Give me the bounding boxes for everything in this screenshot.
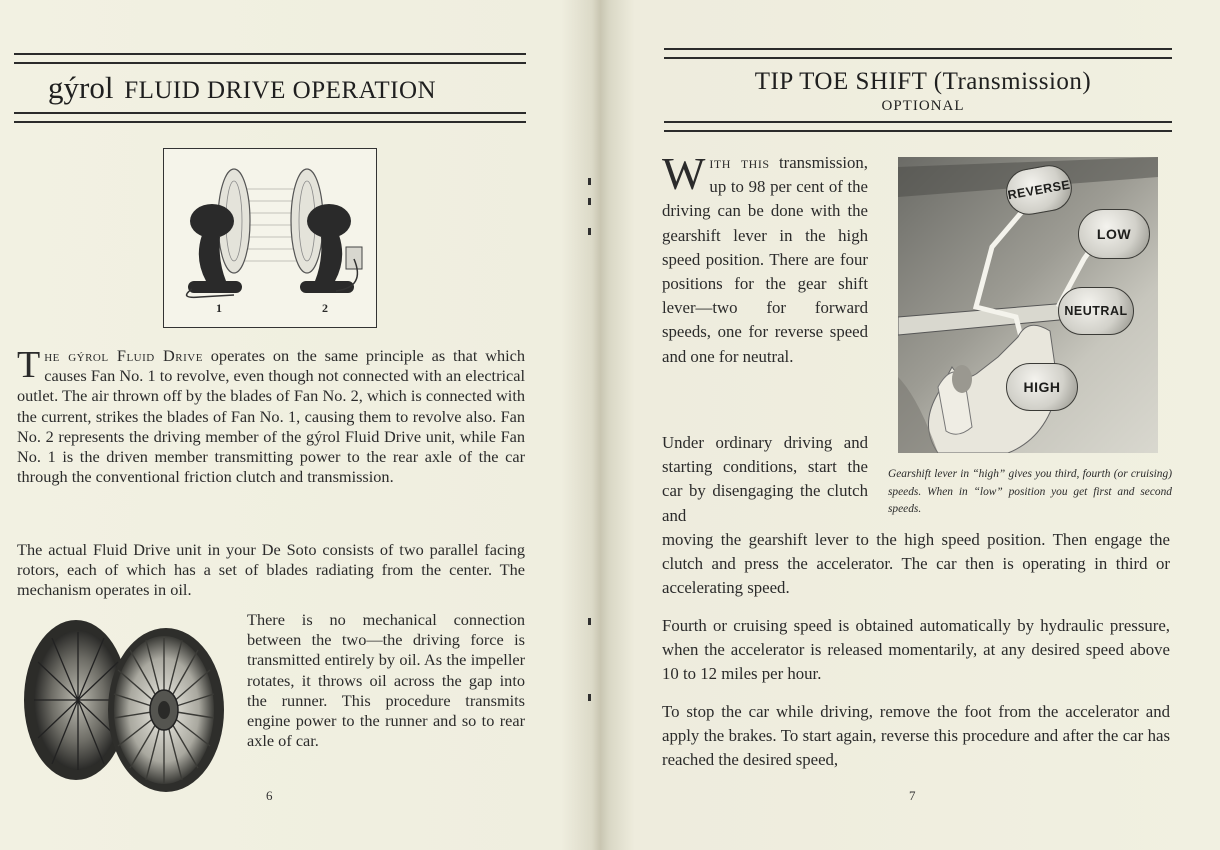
- header-rule-bottom: [14, 112, 526, 123]
- paragraph-starting-wide: moving the gearshift lever to the high speed position. Then engage the clutch and press the accelerator. The car then is operating in third or accelerating speed.: [662, 530, 1170, 598]
- gearshift-photo: [898, 157, 1158, 453]
- page-subtitle: OPTIONAL: [881, 98, 965, 114]
- brand-name: gýrol: [48, 70, 114, 105]
- paragraph-intro: [662, 148, 869, 369]
- paragraph-stopping: To stop the car while driving, remove the foot from the accelerator and apply the brakes. To start again, reverse this procedure and after the car has reached the desired speed,: [662, 702, 1170, 770]
- paragraph-unit: The actual Fluid Drive unit in your De Soto consists of two parallel facing rotors, each of which has a set of blades radiating from the center. The mechanism operates in oil.: [17, 540, 525, 600]
- drop-cap: T: [17, 344, 41, 386]
- lead-in: ith this: [709, 153, 770, 172]
- paragraph-starting-narrow: Under ordinary driving and starting conditions, start the car by disengaging the clutch and: [662, 433, 868, 525]
- header-rule-bottom: [664, 121, 1172, 132]
- header-rule-top: [664, 48, 1172, 59]
- drop-cap: W: [662, 148, 706, 199]
- high-knob: HIGH: [1006, 363, 1078, 411]
- paragraph-cruising: Fourth or cruising speed is obtained automatically by hydraulic pressure, when the accelerator is released momentarily, at any desired speed above 10 to 12 miles per hour.: [662, 616, 1170, 684]
- header-rule-top: [14, 53, 526, 64]
- rotors-illustration: [14, 614, 236, 796]
- paragraph-connection: There is no mechanical connection between the two—the driving force is transmitted entirely by oil. As the impeller rotates, it throws oil across the gap into the runner. This procedure transmits engine power to the runner and so to rear axle of car.: [247, 610, 525, 751]
- title-text: FLUID DRIVE OPERATION: [124, 77, 437, 104]
- fan-label-2: 2: [322, 301, 328, 315]
- fan-illustration: [163, 148, 377, 328]
- reverse-knob: REVERSE: [1003, 162, 1076, 219]
- neutral-knob: NEUTRAL: [1058, 287, 1134, 335]
- photo-caption: Gearshift lever in “high” gives you third, fourth (or cruising) speeds. When in “low” position you get first and second speeds.: [888, 468, 1172, 515]
- page-title: TIP TOE SHIFT (Transmission): [754, 68, 1092, 95]
- fan-label-1: 1: [216, 301, 222, 315]
- lead-in: he gýrol Fluid Drive: [44, 346, 203, 365]
- low-knob: LOW: [1078, 209, 1150, 259]
- page-title: [48, 70, 436, 106]
- paragraph-text: operates on the same principle as that which causes Fan No. 1 to revolve, even though not connected with an electrical outlet. The air thrown off by the blades of Fan No. 2, which is connected with the current, strikes the blades of Fan No. 1, causing them to revolve also. Fan No. 2 represents the driving member of the gýrol Fluid Drive unit, while Fan No. 1 is the driven member transmitting power to the rear axle of the car through the conventional friction clutch and transmission.: [17, 346, 525, 487]
- page-number: 7: [909, 788, 916, 803]
- left-page: [0, 0, 590, 850]
- page-number: 6: [266, 788, 273, 803]
- fans-drawing: [164, 149, 376, 327]
- right-page: [598, 0, 1220, 850]
- paragraph-text: transmission, up to 98 per cent of the driving can be done with the gearshift lever in the high speed position. There are four positions for the gear shift lever—two for forward speeds, one for reverse speed and one for neutral.: [662, 153, 869, 366]
- paragraph-principle: [17, 346, 525, 487]
